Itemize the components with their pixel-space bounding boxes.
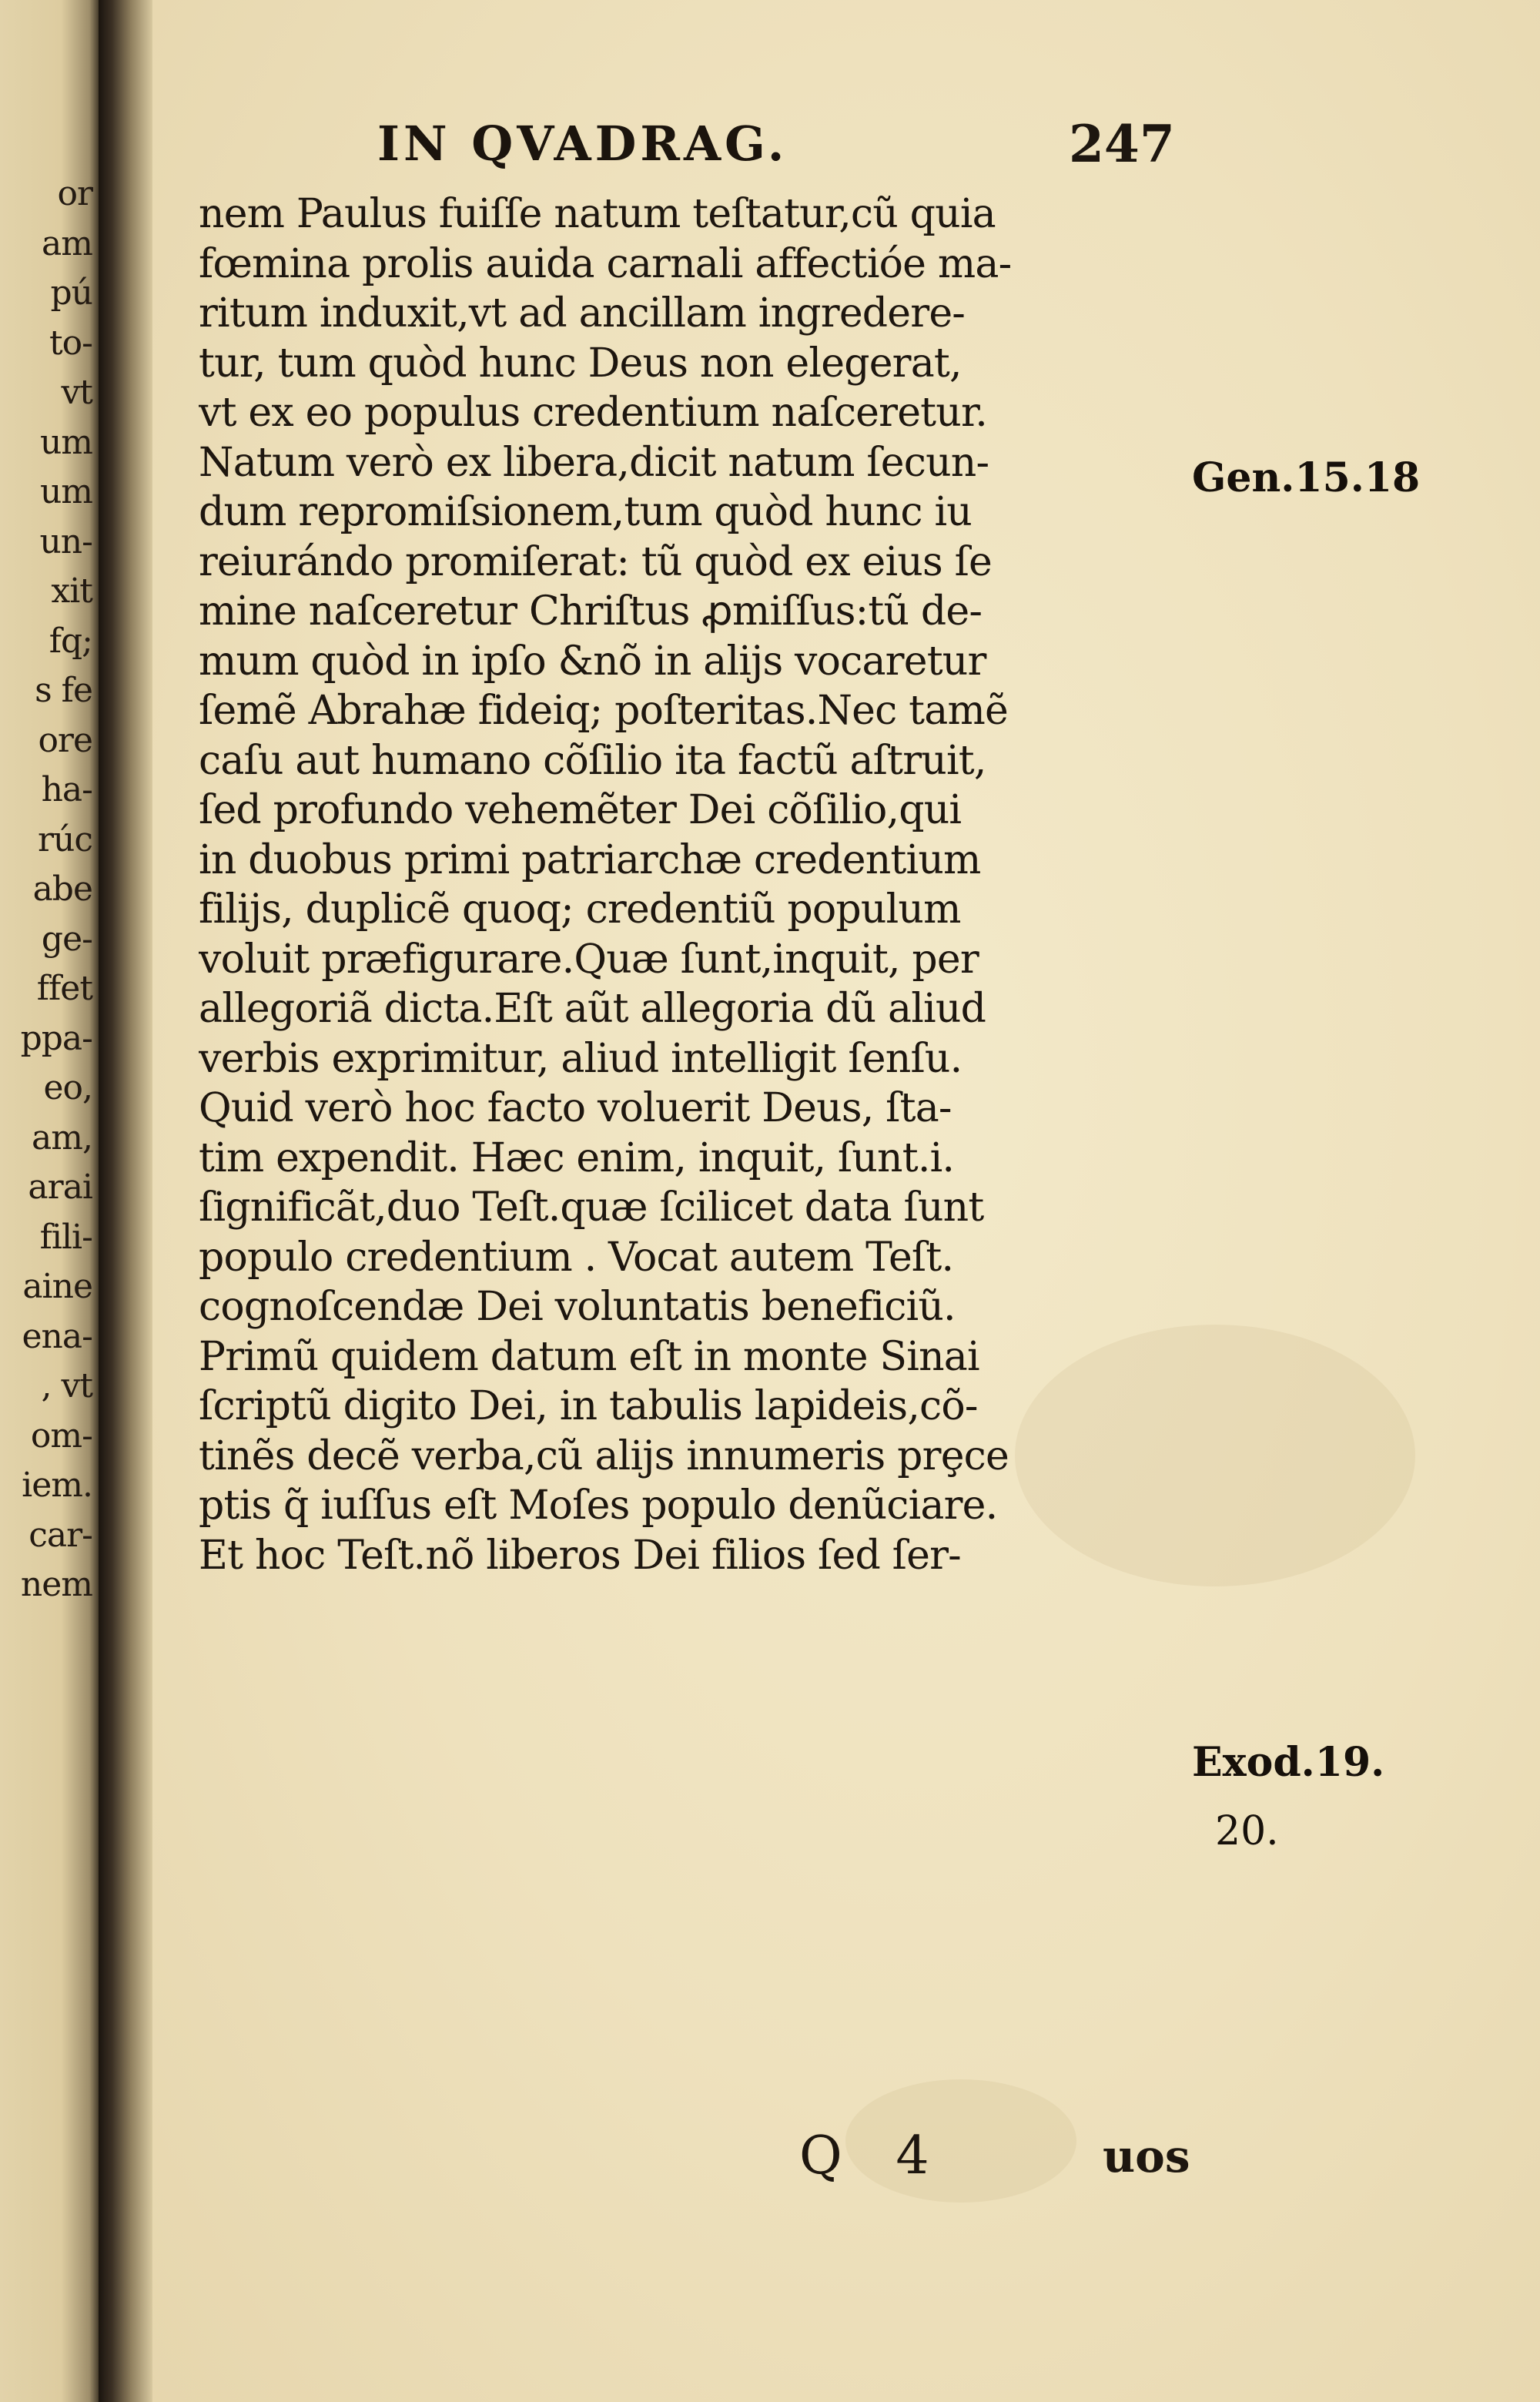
- book-gutter: [99, 0, 152, 2402]
- left-page-fragment: um: [39, 422, 92, 462]
- left-page-fragment: un-: [39, 521, 92, 561]
- text-line: cognoſcendæ Dei voluntatis beneficiũ.: [199, 1284, 956, 1330]
- text-line: ſcriptũ digito Dei, in tabulis lapideis,cõ-: [199, 1383, 978, 1429]
- text-line: verbis exprimitur, aliud intelligit ſenſu.: [199, 1035, 962, 1082]
- left-page-fragment: rúc: [37, 819, 92, 859]
- left-page-text-fragments: [0, 169, 99, 1610]
- left-page-fragment: ore: [38, 720, 92, 760]
- left-page-fragment: am,: [32, 1117, 92, 1157]
- left-page-fragment: fili-: [39, 1217, 92, 1257]
- text-line: tur, tum quòd hunc Deus non elegerat,: [199, 340, 962, 387]
- left-page-fragment: abe: [32, 869, 92, 909]
- text-line: ſemẽ Abrahæ fideiq; poſteritas.Nec tamẽ: [199, 688, 1008, 734]
- text-line: dum repromiſsionem,tum quòd hunc iu: [199, 489, 972, 535]
- left-page-fragment: ha-: [41, 770, 92, 809]
- text-line: in duobus primi patriarchæ credentium: [199, 836, 981, 883]
- text-line: mine naſceretur Chriſtus ꝓmiſſus:tũ de-: [199, 588, 983, 635]
- text-line: tinẽs decẽ verba,cũ alijs innumeris prȩce: [199, 1432, 1009, 1479]
- marginal-note-exodus: Exod.19.: [1192, 1739, 1385, 1786]
- marginal-note-genesis: Gen.15.18: [1192, 454, 1421, 501]
- left-page-fragment: pú: [50, 273, 92, 313]
- left-page-fragment: fq;: [49, 621, 92, 661]
- text-line: nem Paulus fuiſſe natum teſtatur,cũ quia: [199, 191, 996, 237]
- text-line: ritum induxit,vt ad ancillam ingredere-: [199, 290, 966, 337]
- left-page-fragment: s fe: [35, 671, 92, 710]
- page-number: 247: [1069, 114, 1175, 174]
- running-head: IN QVADRAG.: [377, 116, 788, 172]
- left-page-fragment: xit: [51, 571, 92, 611]
- text-line: ptis q̃ iuſſus eſt Moſes populo denũciare.: [199, 1482, 998, 1529]
- left-page-fragment: om-: [30, 1415, 92, 1456]
- left-page-fragment: eo,: [43, 1068, 92, 1107]
- left-page-fragment: car-: [28, 1515, 92, 1555]
- text-line: reiurándo promiſerat: tũ quòd ex eius ſe: [199, 538, 993, 585]
- text-line: fœmina prolis auida carnali affectióe ma-: [199, 240, 1012, 287]
- text-line: Primũ quidem datum eſt in monte Sinai: [199, 1333, 979, 1380]
- text-line: filijs, duplicẽ quoq; credentiũ populum: [199, 886, 961, 933]
- left-page-fragment: nem: [20, 1565, 92, 1604]
- text-line: Et hoc Teſt.nõ liberos Dei filios ſed ſer-: [199, 1532, 961, 1579]
- text-line: allegoriã dicta.Eſt aũt allegoria dũ aliud: [199, 986, 986, 1032]
- left-page-fragment: aine: [22, 1267, 92, 1306]
- text-line: ſignificãt,duo Teſt.quæ ſcilicet data ſunt: [199, 1184, 984, 1231]
- left-page-fragment: vt: [61, 373, 92, 412]
- left-page-fragment: , vt: [41, 1366, 92, 1405]
- left-page-fragment: ge-: [41, 919, 92, 959]
- text-line: voluit præfigurare.Quæ ſunt,inquit, per: [199, 936, 979, 983]
- left-page-fragment: um: [39, 472, 92, 511]
- text-line: Quid verò hoc facto voluerit Deus, ſta-: [199, 1085, 952, 1131]
- catchword: uos: [1103, 2130, 1190, 2183]
- text-line: ſed profundo vehemẽter Dei cõſilio,qui: [199, 787, 962, 833]
- left-page-fragment: or: [57, 174, 92, 213]
- signature-mark: Q 4: [799, 2126, 929, 2186]
- text-line: tim expendit. Hæc enim, inquit, ſunt.i.: [199, 1134, 955, 1181]
- left-page-fragment: ppa-: [20, 1018, 92, 1058]
- text-line: vt ex eo populus credentium naſceretur.: [199, 390, 988, 436]
- main-text-block: [199, 189, 1200, 1580]
- text-line: caſu aut humano cõſilio ita factũ aſtruit,: [199, 737, 986, 784]
- text-line: mum quòd in ipſo &nõ in alijs vocaretur: [199, 638, 986, 685]
- left-page-fragment: iem.: [22, 1466, 92, 1505]
- left-page-edge: [0, 0, 102, 2402]
- left-page-fragment: ffet: [36, 969, 92, 1008]
- marginal-note-exodus-cont: 20.: [1215, 1808, 1279, 1854]
- text-line: Natum verò ex libera,dicit natum ſecun-: [199, 439, 989, 486]
- left-page-fragment: ena-: [22, 1316, 92, 1356]
- left-page-fragment: am: [42, 223, 92, 263]
- text-line: populo credentium . Vocat autem Teſt.: [199, 1234, 954, 1281]
- left-page-fragment: arai: [28, 1167, 92, 1207]
- left-page-fragment: to-: [49, 323, 92, 363]
